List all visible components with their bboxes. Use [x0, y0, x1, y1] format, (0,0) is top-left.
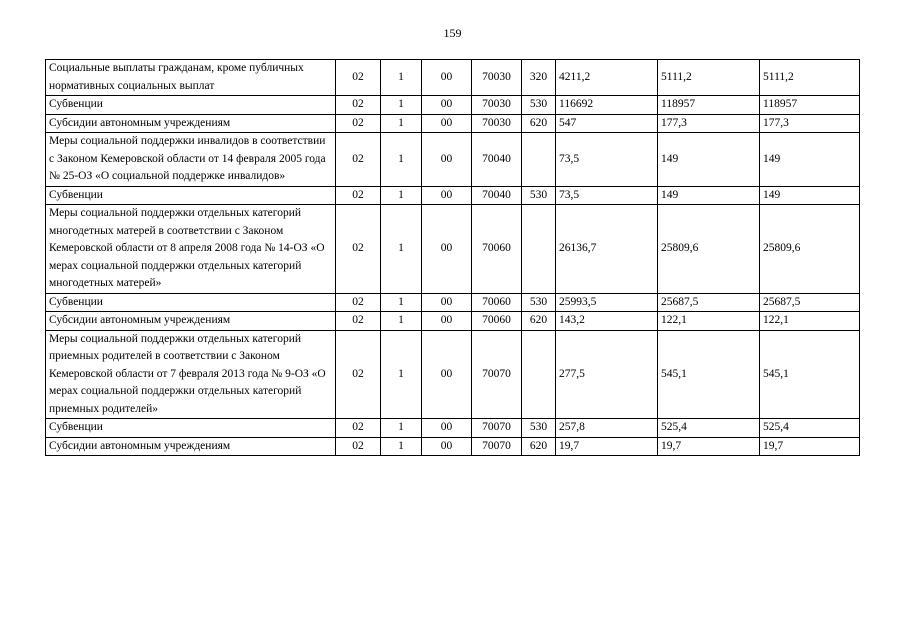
amount-year2-cell: 25687,5: [658, 293, 760, 312]
subsection-code-cell: 1: [381, 205, 422, 294]
section-code-cell: 02: [336, 114, 381, 133]
amount-year2-cell: 149: [658, 133, 760, 187]
program-code-cell: 00: [422, 114, 472, 133]
row-name-cell: Субвенции: [46, 419, 336, 438]
amount-year3-cell: 177,3: [760, 114, 860, 133]
program-code-cell: 00: [422, 330, 472, 419]
budget-table: [45, 59, 860, 456]
row-name-cell: Социальные выплаты гражданам, кроме публичных нормативных социальных выплат: [46, 60, 336, 96]
row-name-cell: Субсидии автономным учреждениям: [46, 437, 336, 456]
amount-year3-cell: 118957: [760, 96, 860, 115]
section-code-cell: 02: [336, 293, 381, 312]
section-code-cell: 02: [336, 205, 381, 294]
table-row: [46, 133, 860, 187]
subsection-code-cell: 1: [381, 437, 422, 456]
amount-year2-cell: 149: [658, 186, 760, 205]
expense-type-cell: 530: [522, 186, 556, 205]
target-code-cell: 70070: [472, 330, 522, 419]
target-code-cell: 70070: [472, 437, 522, 456]
amount-year2-cell: 177,3: [658, 114, 760, 133]
table-row: [46, 60, 860, 96]
amount-year1-cell: 277,5: [556, 330, 658, 419]
amount-year3-cell: 525,4: [760, 419, 860, 438]
amount-year1-cell: 73,5: [556, 133, 658, 187]
amount-year3-cell: 149: [760, 186, 860, 205]
amount-year1-cell: 4211,2: [556, 60, 658, 96]
amount-year3-cell: 545,1: [760, 330, 860, 419]
page-number: 159: [443, 26, 462, 40]
target-code-cell: 70030: [472, 114, 522, 133]
program-code-cell: 00: [422, 186, 472, 205]
amount-year3-cell: 19,7: [760, 437, 860, 456]
section-code-cell: 02: [336, 96, 381, 115]
program-code-cell: 00: [422, 419, 472, 438]
program-code-cell: 00: [422, 205, 472, 294]
expense-type-cell: [522, 205, 556, 294]
expense-type-cell: 620: [522, 437, 556, 456]
table-body: [46, 60, 860, 456]
target-code-cell: 70060: [472, 293, 522, 312]
table-row: [46, 205, 860, 294]
row-name-cell: Меры социальной поддержки отдельных категорий многодетных матерей в соответствии с Законом Кемеровской области от 8 апреля 2008 года № 14-ОЗ «О мерах социальной поддержки отдельных категорий многодетных матерей»: [46, 205, 336, 294]
row-name-cell: Меры социальной поддержки отдельных категорий приемных родителей в соответствии с Законом Кемеровской области от 7 февраля 2013 года № 9-ОЗ «О мерах социальной поддержки отдельных категорий приемных родителей»: [46, 330, 336, 419]
amount-year3-cell: 122,1: [760, 312, 860, 331]
amount-year1-cell: 19,7: [556, 437, 658, 456]
subsection-code-cell: 1: [381, 419, 422, 438]
amount-year1-cell: 143,2: [556, 312, 658, 331]
section-code-cell: 02: [336, 312, 381, 331]
program-code-cell: 00: [422, 133, 472, 187]
amount-year2-cell: 118957: [658, 96, 760, 115]
amount-year2-cell: 19,7: [658, 437, 760, 456]
program-code-cell: 00: [422, 293, 472, 312]
amount-year2-cell: 122,1: [658, 312, 760, 331]
subsection-code-cell: 1: [381, 312, 422, 331]
amount-year3-cell: 25687,5: [760, 293, 860, 312]
amount-year1-cell: 116692: [556, 96, 658, 115]
expense-type-cell: 530: [522, 96, 556, 115]
table-row: [46, 419, 860, 438]
expense-type-cell: 320: [522, 60, 556, 96]
row-name-cell: Меры социальной поддержки инвалидов в соответствии с Законом Кемеровской области от 14 февраля 2005 года № 25-ОЗ «О социальной поддержке инвалидов»: [46, 133, 336, 187]
section-code-cell: 02: [336, 437, 381, 456]
target-code-cell: 70040: [472, 186, 522, 205]
section-code-cell: 02: [336, 419, 381, 438]
amount-year2-cell: 5111,2: [658, 60, 760, 96]
target-code-cell: 70030: [472, 96, 522, 115]
amount-year1-cell: 26136,7: [556, 205, 658, 294]
table-row: [46, 437, 860, 456]
target-code-cell: 70070: [472, 419, 522, 438]
row-name-cell: Субвенции: [46, 293, 336, 312]
subsection-code-cell: 1: [381, 330, 422, 419]
amount-year1-cell: 25993,5: [556, 293, 658, 312]
table-row: [46, 312, 860, 331]
subsection-code-cell: 1: [381, 96, 422, 115]
expense-type-cell: 530: [522, 419, 556, 438]
table-row: [46, 293, 860, 312]
amount-year1-cell: 257,8: [556, 419, 658, 438]
subsection-code-cell: 1: [381, 186, 422, 205]
expense-type-cell: 530: [522, 293, 556, 312]
program-code-cell: 00: [422, 437, 472, 456]
program-code-cell: 00: [422, 60, 472, 96]
subsection-code-cell: 1: [381, 114, 422, 133]
subsection-code-cell: 1: [381, 293, 422, 312]
target-code-cell: 70060: [472, 312, 522, 331]
amount-year1-cell: 73,5: [556, 186, 658, 205]
row-name-cell: Субвенции: [46, 186, 336, 205]
amount-year3-cell: 25809,6: [760, 205, 860, 294]
section-code-cell: 02: [336, 133, 381, 187]
table-row: [46, 330, 860, 419]
expense-type-cell: 620: [522, 114, 556, 133]
amount-year2-cell: 545,1: [658, 330, 760, 419]
amount-year2-cell: 25809,6: [658, 205, 760, 294]
table-row: [46, 186, 860, 205]
section-code-cell: 02: [336, 60, 381, 96]
target-code-cell: 70060: [472, 205, 522, 294]
target-code-cell: 70040: [472, 133, 522, 187]
expense-type-cell: 620: [522, 312, 556, 331]
program-code-cell: 00: [422, 312, 472, 331]
section-code-cell: 02: [336, 330, 381, 419]
subsection-code-cell: 1: [381, 133, 422, 187]
expense-type-cell: [522, 330, 556, 419]
subsection-code-cell: 1: [381, 60, 422, 96]
amount-year3-cell: 149: [760, 133, 860, 187]
expense-type-cell: [522, 133, 556, 187]
row-name-cell: Субсидии автономным учреждениям: [46, 114, 336, 133]
section-code-cell: 02: [336, 186, 381, 205]
row-name-cell: Субсидии автономным учреждениям: [46, 312, 336, 331]
target-code-cell: 70030: [472, 60, 522, 96]
amount-year2-cell: 525,4: [658, 419, 760, 438]
table-row: [46, 96, 860, 115]
row-name-cell: Субвенции: [46, 96, 336, 115]
program-code-cell: 00: [422, 96, 472, 115]
amount-year3-cell: 5111,2: [760, 60, 860, 96]
amount-year1-cell: 547: [556, 114, 658, 133]
table-row: [46, 114, 860, 133]
